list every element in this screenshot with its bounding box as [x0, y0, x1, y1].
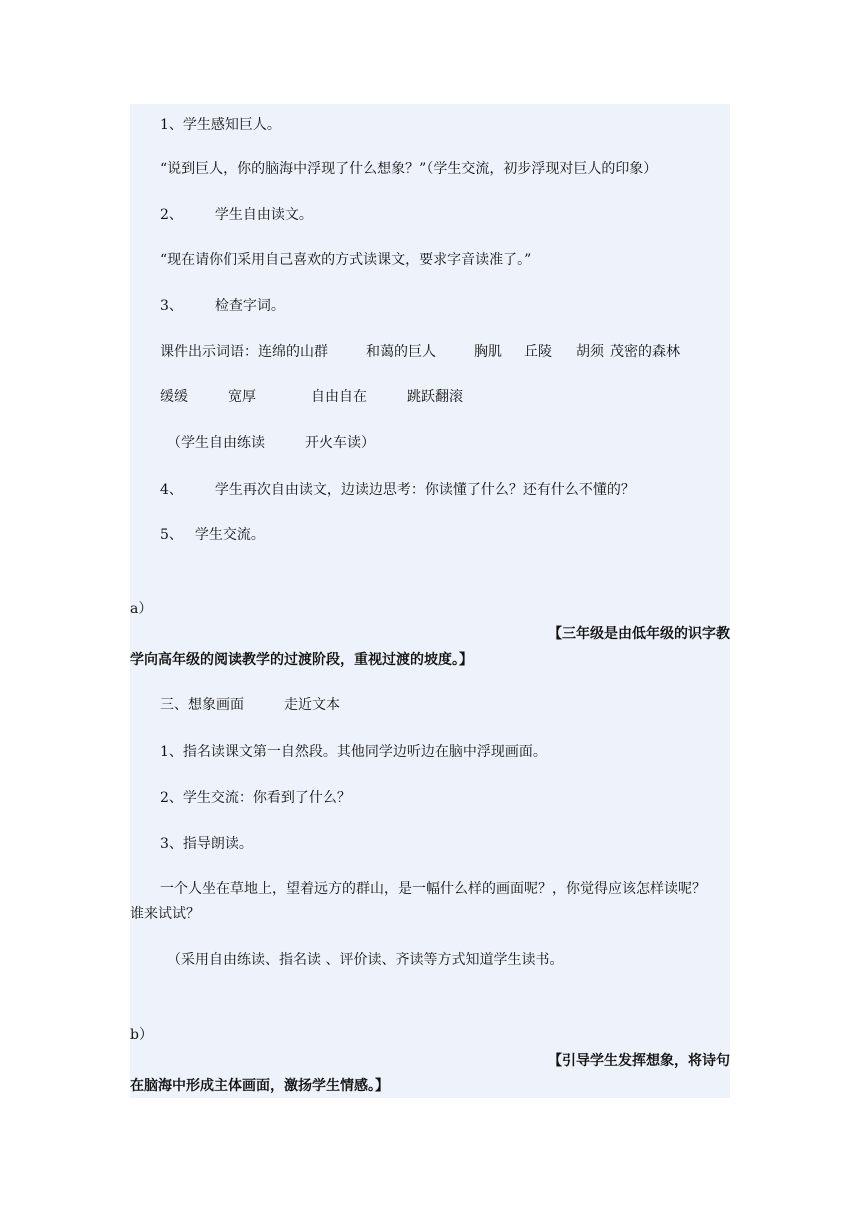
vocab-word: 自由自在 [311, 389, 367, 405]
item-3-number: 3、 [160, 298, 183, 314]
paragraph-line-1: 一个人坐在草地上，望着远方的群山，是一幅什么样的画面呢？，你觉得应该怎样读呢？ [160, 881, 706, 897]
vocab-word: 胸肌 [474, 344, 502, 360]
note-b-line-2: 在脑海中形成主体画面，激扬学生情感。】 [130, 1078, 389, 1094]
item-2-number: 2、 [160, 207, 183, 223]
item-2-text: 学生自由读文。 [214, 207, 313, 223]
vocab-word: 胡须 [576, 344, 604, 360]
note-b-line-1: 【引导学生发挥想象，将诗句 [548, 1053, 730, 1069]
vocab-word: 缓缓 [160, 389, 188, 405]
item-5-line [160, 525, 265, 545]
document-content-panel [130, 104, 730, 1098]
section-3-title-part-1: 三、想象画面 [160, 697, 244, 713]
item-1-line: 1、学生感知巨人。 [160, 117, 281, 133]
item-3-line [160, 296, 285, 316]
vocab-word: 丘陵 [524, 344, 552, 360]
section-3-title [160, 695, 340, 715]
section-3-item-1: 1、指名读课文第一自然段。其他同学边听边在脑中浮现画面。 [160, 744, 547, 760]
item-2-line [160, 205, 313, 225]
instruction-line: “现在请你们采用自己喜欢的方式读课文，要求字音读准了。” [160, 252, 532, 268]
item-4-line [160, 480, 635, 500]
section-3-item-2: 2、学生交流：你看到了什么？ [160, 790, 351, 806]
vocab-prefix: 课件出示词语：连绵的山群 [160, 344, 328, 360]
note-a-line-1: 【三年级是由低年级的识字教 [548, 626, 730, 642]
item-3-text: 检查字词。 [214, 298, 285, 314]
vocab-word: 和蔼的巨人 [366, 344, 436, 360]
reading-method-1: （学生自由练读 [167, 435, 265, 451]
label-b: b） [130, 1027, 153, 1043]
question-line: “说到巨人，你的脑海中浮现了什么想象？”（学生交流，初步浮现对巨人的印象） [160, 161, 658, 177]
method-note-line: （采用自由练读、指名读 、评价读、齐读等方式知道学生读书。 [167, 952, 564, 968]
item-4-number: 4、 [160, 482, 183, 498]
item-5-number: 5、 [160, 527, 183, 543]
reading-method-2: 开火车读） [305, 435, 375, 451]
reading-method-line [167, 433, 375, 453]
section-3-title-part-2: 走近文本 [284, 697, 340, 713]
paragraph-line-2: 谁来试试？ [130, 906, 200, 922]
vocabulary-line-2 [160, 387, 463, 407]
vocab-word: 跳跃翻滚 [407, 389, 463, 405]
label-a: a） [130, 601, 153, 617]
vocab-word: 茂密的森林 [610, 344, 680, 360]
item-4-text: 学生再次自由读文，边读边思考：你读懂了什么？还有什么不懂的？ [214, 482, 635, 498]
item-5-text: 学生交流。 [194, 527, 265, 543]
note-a-line-2: 学向高年级的阅读教学的过渡阶段，重视过渡的坡度。】 [130, 652, 473, 668]
vocab-word: 宽厚 [228, 389, 256, 405]
vocabulary-line [160, 342, 680, 362]
section-3-item-3: 3、指导朗读。 [160, 836, 253, 852]
